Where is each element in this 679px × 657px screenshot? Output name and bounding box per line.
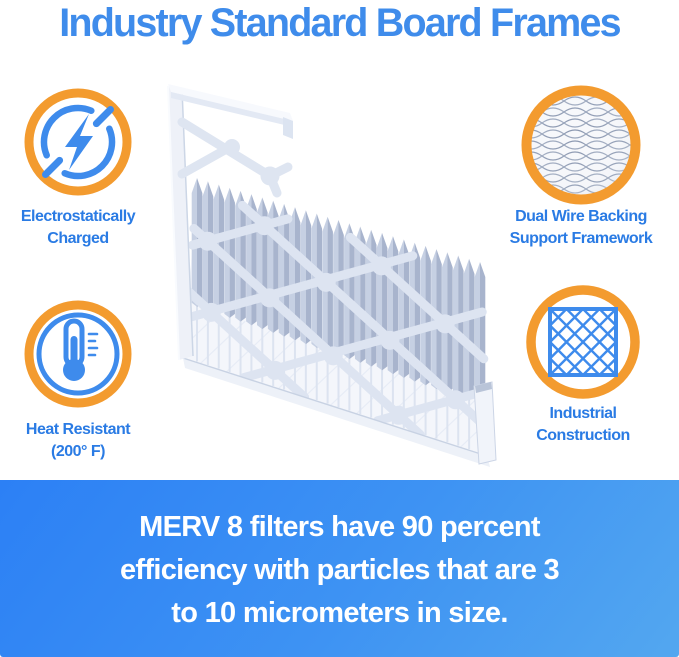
- feature-label-line: Heat Resistant: [25, 421, 131, 438]
- feature-label-line: Support Framework: [509, 230, 653, 247]
- banner-text-line: MERV 8 filters have 90 percent: [139, 511, 540, 543]
- banner-text-line: efficiency with particles that are 3: [120, 554, 559, 586]
- feature-label-wire-backing: [492, 206, 670, 250]
- feature-label-line: Construction: [536, 427, 630, 444]
- thermometer-circle-icon: [22, 298, 134, 410]
- pleated-air-filter-render: [160, 64, 500, 476]
- feature-label-heat-resistant: [0, 419, 156, 463]
- feature-label-industrial: [496, 403, 670, 447]
- diamond-lattice-square-icon: [524, 283, 642, 401]
- feature-label-line: Electrostatically: [20, 208, 136, 225]
- wire-mesh-photo-icon: [520, 84, 642, 206]
- feature-label-line: Dual Wire Backing: [515, 208, 647, 225]
- feature-label-line: Charged: [47, 230, 109, 247]
- page-title: Industry Standard Board Frames: [59, 1, 620, 45]
- air-filter-illustration: [160, 64, 500, 476]
- lightning-bolt-circle-icon: [22, 86, 134, 198]
- feature-label-electrostatic: [0, 206, 156, 250]
- feature-label-line: (200° F): [51, 443, 105, 460]
- banner-text-line: to 10 micrometers in size.: [171, 597, 508, 629]
- feature-label-line: Industrial: [549, 405, 617, 422]
- merv-info-banner: [0, 480, 679, 657]
